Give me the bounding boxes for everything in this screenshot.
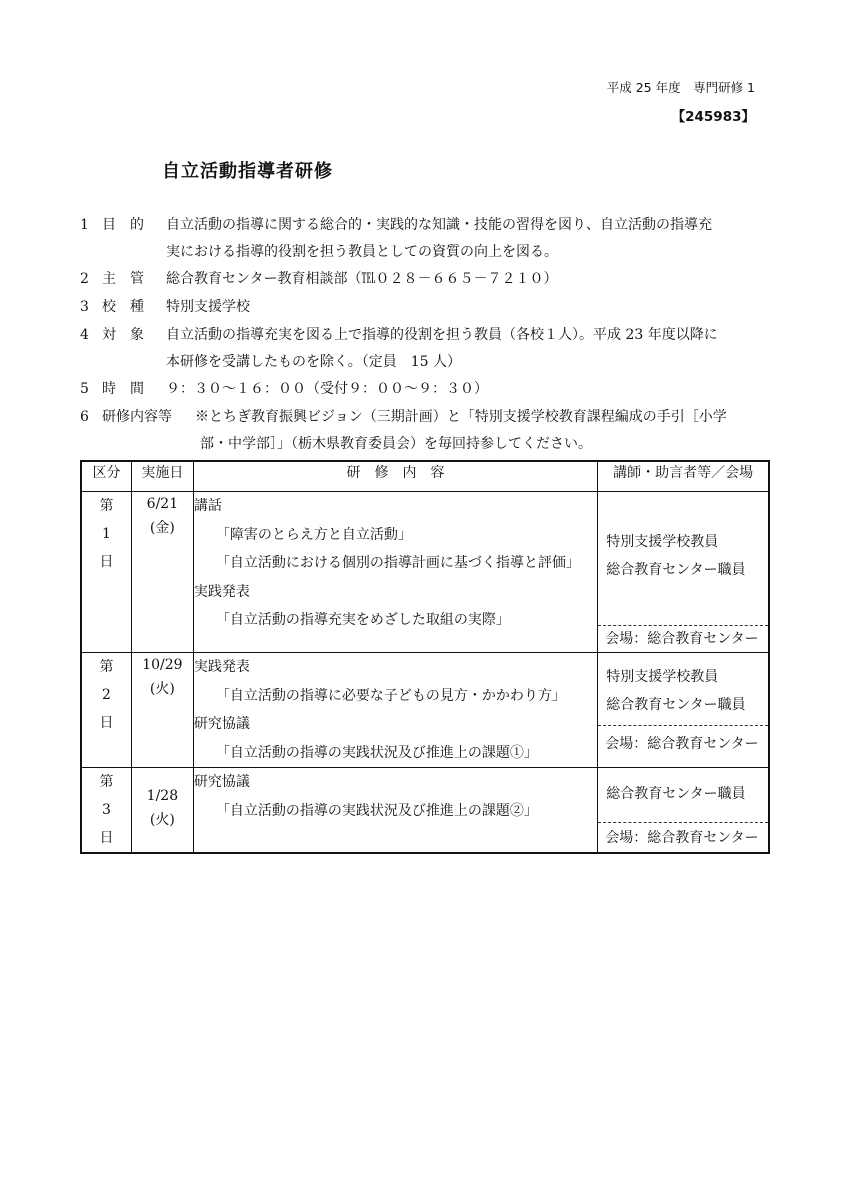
- day-number-cell: [81, 768, 131, 854]
- header-lecturer: 講師・助言者等／会場: [598, 461, 769, 492]
- content-item: 「自立活動における個別の指導計画に基づく指導と評価」: [215, 555, 580, 571]
- header-date: 実施日: [131, 461, 193, 492]
- schedule-table: [80, 460, 770, 854]
- content-heading: 研究協議: [193, 716, 250, 732]
- content-heading: 実践発表: [193, 659, 250, 675]
- course-code: 【245983】: [671, 109, 755, 125]
- section-text: 特別支援学校: [166, 299, 250, 315]
- day-char: 第: [99, 774, 114, 790]
- content-item: 「自立活動の指導の実践状況及び推進上の課題②」: [215, 802, 538, 819]
- section-text: [166, 322, 758, 376]
- date-value: 1/28: [146, 788, 179, 804]
- section-number: 3: [80, 299, 89, 315]
- content-heading: 研究協議: [193, 774, 250, 790]
- section-text-line2: 実における指導的役割を担う教員としての資質の向上を図る。: [166, 244, 558, 260]
- day-char: 3: [102, 802, 111, 818]
- lecturer-name: 総合教育センター職員: [606, 697, 746, 713]
- section-text-line2: 本研修を受講したものを除く。（定員 15 人）: [166, 354, 461, 370]
- day-char: 2: [102, 687, 111, 703]
- lecturer-list: [598, 653, 768, 725]
- date-cell: [131, 653, 193, 768]
- section-number: 2: [80, 271, 89, 287]
- section-text: [166, 212, 758, 266]
- day-char: 1: [102, 526, 111, 542]
- content-item: 「自立活動の指導の実践状況及び推進上の課題①」: [215, 744, 538, 761]
- lecturer-name: 総合教育センター職員: [606, 786, 746, 802]
- lecturer-list: [598, 492, 768, 625]
- section-number: 6: [80, 409, 89, 425]
- lecturer-cell: [598, 492, 769, 653]
- content-cell: [193, 768, 597, 854]
- section-label: 対象: [102, 327, 158, 343]
- fiscal-year-label: 平成 25 年度 専門研修 1: [606, 80, 755, 95]
- header-content: 研 修 内 容: [193, 461, 597, 492]
- day-char: 第: [99, 498, 114, 514]
- day-number-cell: [81, 653, 131, 768]
- date-cell: [131, 768, 193, 854]
- lecturer-name: 総合教育センター職員: [606, 562, 746, 578]
- section-text: ９：３０～１６：００（受付９：００～９：３０）: [166, 381, 488, 397]
- day-char: 第: [99, 659, 114, 675]
- section-label: 研修内容等: [102, 409, 172, 425]
- day-char: 日: [99, 830, 114, 846]
- header-kubun: 区分: [81, 461, 131, 492]
- section-text-line1: 自立活動の指導に関する総合的・実践的な知識・技能の習得を図り、自立活動の指導充: [166, 217, 712, 233]
- weekday-value: (火): [149, 812, 175, 828]
- section-text-line2: 部・中学部］」（栃木県教育委員会）を毎回持参してください。: [200, 436, 592, 452]
- day-char: 日: [99, 554, 114, 570]
- section-number: 1: [80, 217, 89, 233]
- section-number: 4: [80, 327, 89, 343]
- content-heading: 講話: [193, 498, 222, 514]
- date-cell: [131, 492, 193, 653]
- venue-label: 会場：総合教育センター: [598, 822, 768, 851]
- venue-label: 会場：総合教育センター: [598, 625, 768, 652]
- table-header-row: [81, 461, 769, 492]
- section-number: 5: [80, 381, 89, 397]
- content-item: 「障害のとらえ方と自立活動」: [215, 526, 412, 543]
- content-item: 「自立活動の指導充実をめざした取組の実際」: [215, 612, 510, 628]
- section-label: 時間: [102, 381, 158, 397]
- table-row: [81, 768, 769, 854]
- lecturer-cell: [598, 768, 769, 854]
- lecturer-cell: [598, 653, 769, 768]
- day-number-cell: [81, 492, 131, 653]
- section-label: 目的: [102, 217, 158, 233]
- weekday-value: (火): [149, 681, 175, 697]
- content-cell: [193, 653, 597, 768]
- section-label: 校種: [102, 299, 158, 315]
- section-text-line1: 自立活動の指導充実を図る上で指導的役割を担う教員（各校１人）。平成 23 年度以降に: [166, 327, 718, 343]
- date-value: 10/29: [142, 657, 183, 673]
- date-value: 6/21: [146, 496, 179, 512]
- lecturer-name: 特別支援学校教員: [606, 534, 719, 550]
- section-text-line1: ※とちぎ教育振興ビジョン（三期計画）と「特別支援学校教育課程編成の手引［小学: [195, 409, 727, 425]
- content-cell: [193, 492, 597, 653]
- weekday-value: (金): [149, 520, 175, 536]
- content-item: 「自立活動の指導に必要な子どもの見方・かかわり方」: [215, 687, 566, 704]
- section-label: 主管: [102, 271, 158, 287]
- table-row: [81, 653, 769, 768]
- content-heading: 実践発表: [193, 583, 250, 600]
- lecturer-name: 特別支援学校教員: [606, 669, 719, 685]
- day-char: 日: [99, 715, 114, 731]
- venue-label: 会場：総合教育センター: [598, 725, 768, 758]
- page-title: 自立活動指導者研修: [162, 161, 333, 182]
- table-row: [81, 492, 769, 653]
- lecturer-list: [598, 768, 768, 822]
- section-text: 総合教育センター教育相談部（℡０２８－６６５－７２１０）: [166, 271, 558, 287]
